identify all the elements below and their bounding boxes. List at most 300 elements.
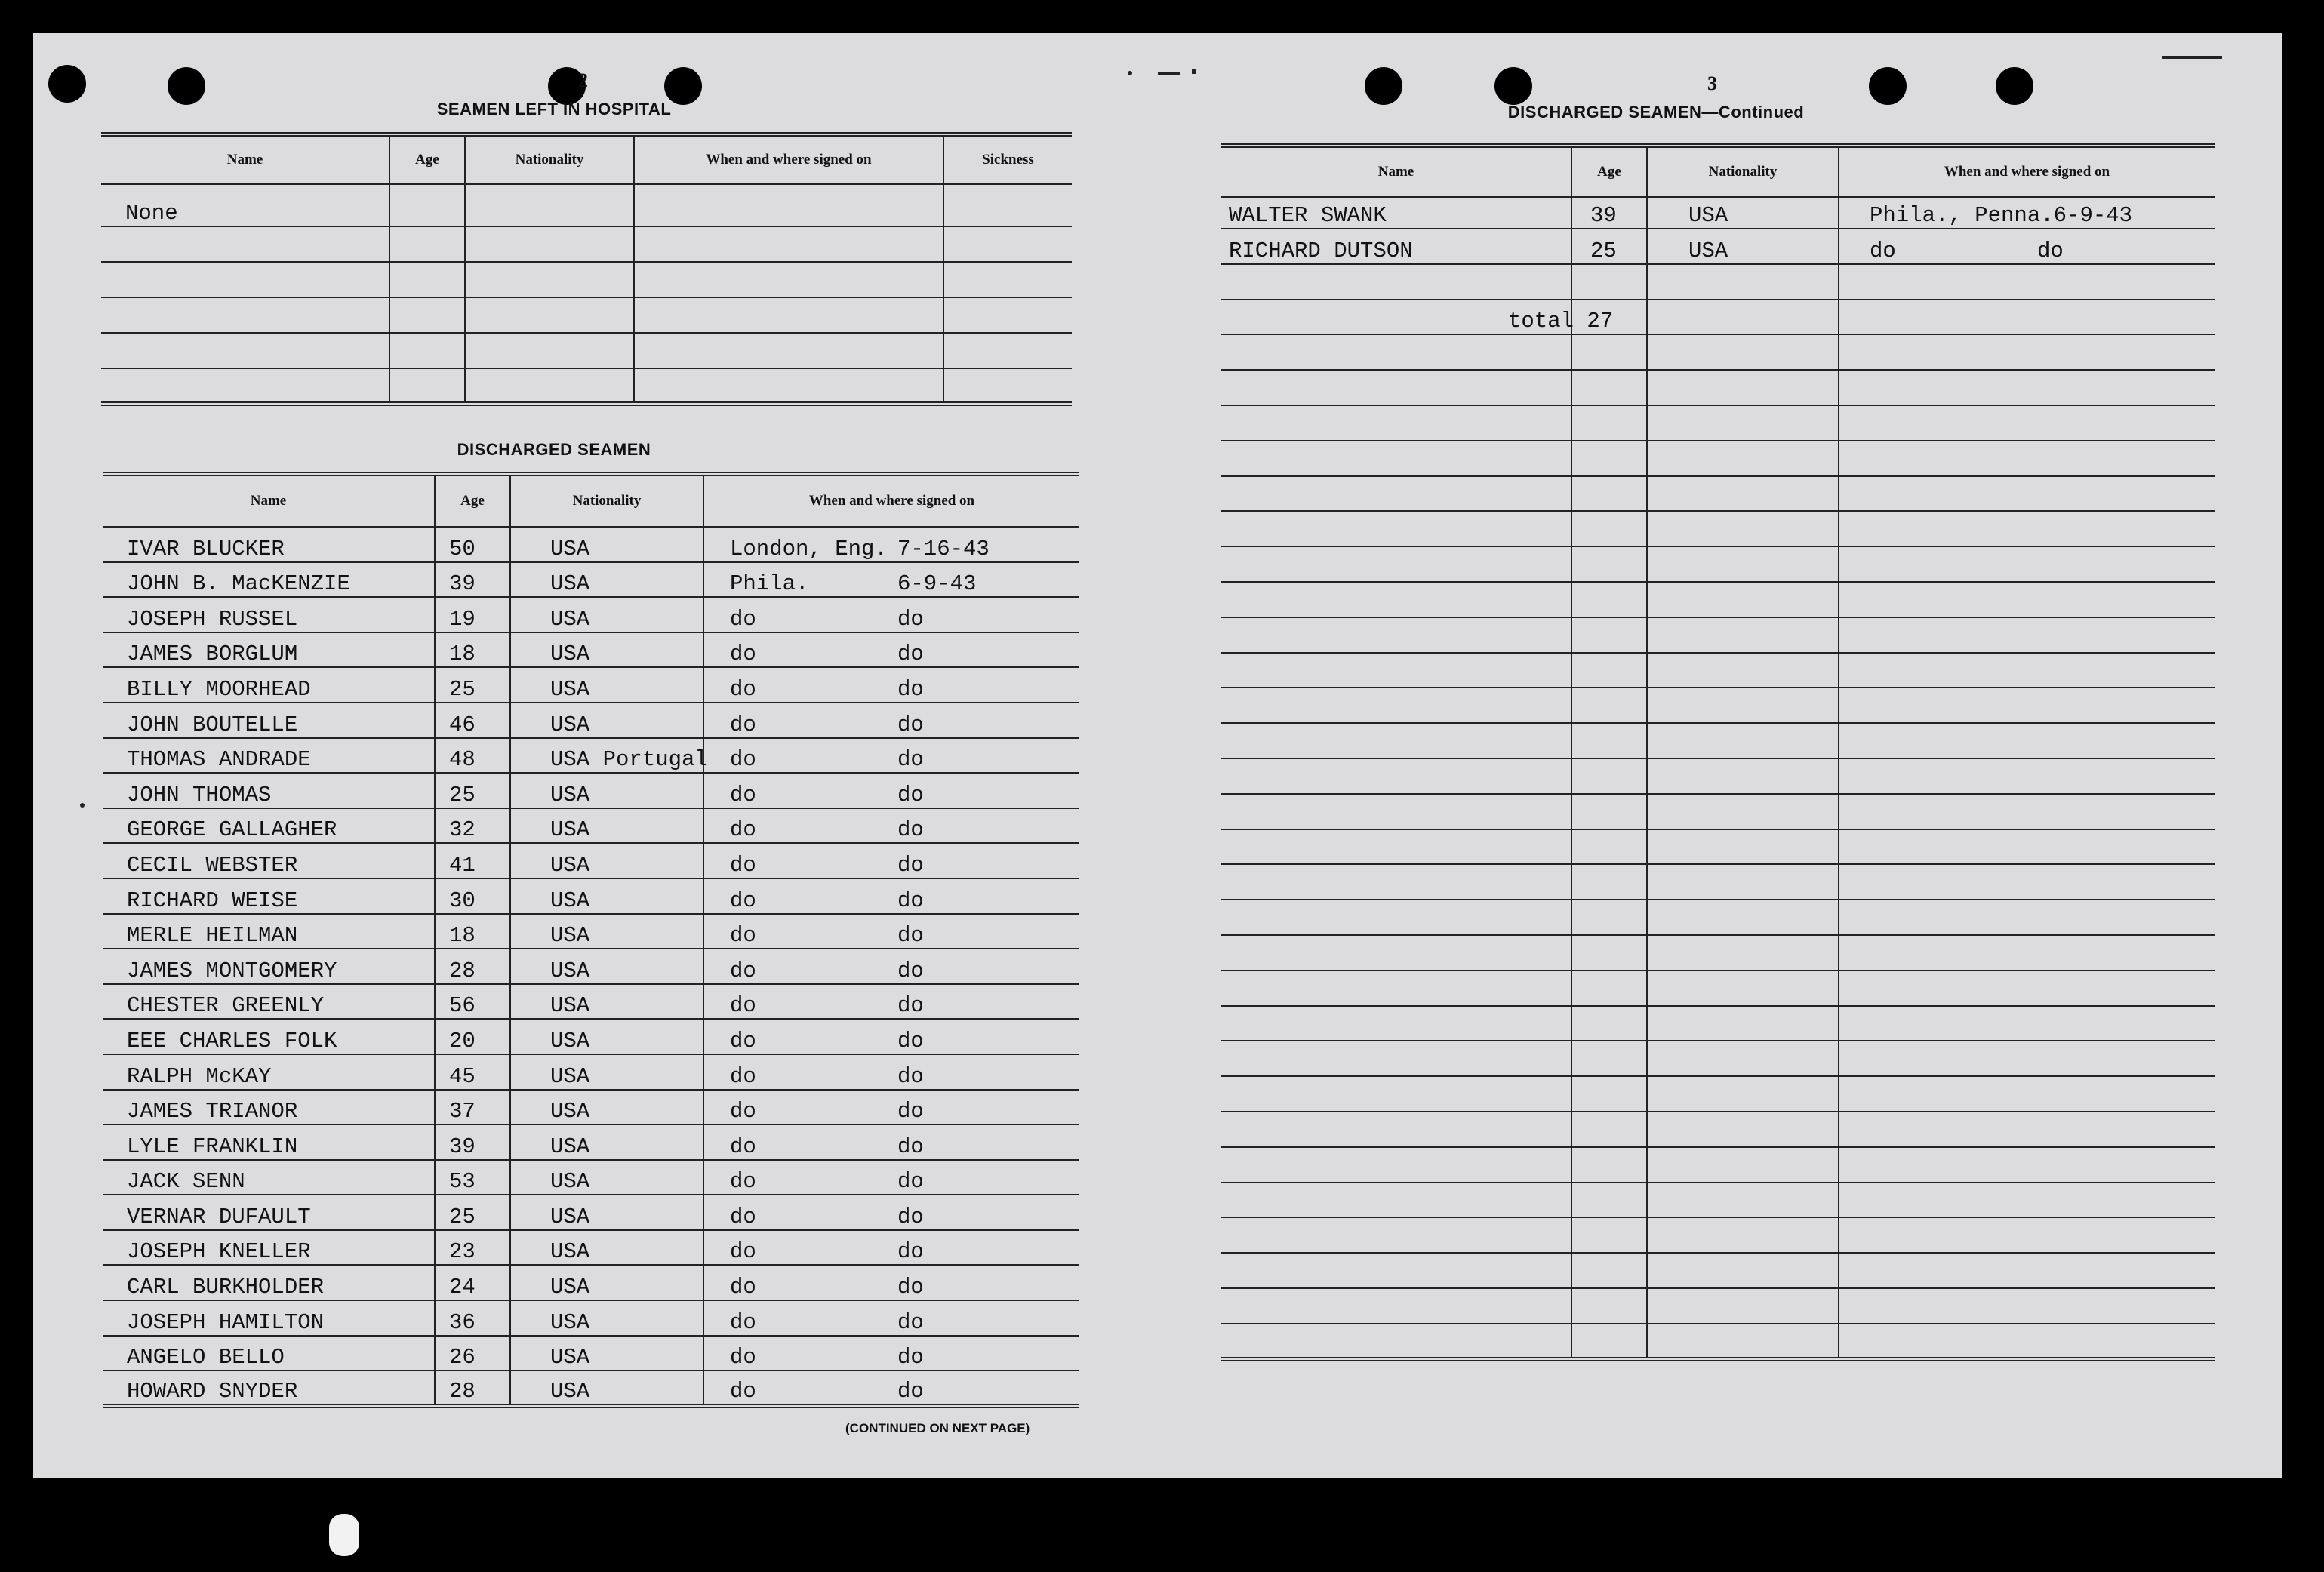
name-cell: JOHN B. MacKENZIE (103, 562, 435, 598)
signed-on-place: do (730, 641, 756, 667)
punch-hole (1365, 67, 1402, 105)
nationality-cell: USA (510, 1124, 703, 1160)
signed-on-date: do (897, 1275, 924, 1300)
age-cell (389, 297, 465, 333)
signed-on-cell (634, 297, 943, 333)
signed-on-cell (703, 808, 1079, 844)
blank-cell (1221, 511, 1571, 546)
name-cell: JOHN BOUTELLE (103, 703, 435, 738)
blank-cell (1221, 334, 1571, 370)
table-row (1221, 197, 2215, 229)
nationality-cell: USA (510, 1265, 703, 1300)
hospital-heading: SEAMEN LEFT IN HOSPITAL (436, 100, 672, 118)
age-cell: 39 (435, 562, 510, 598)
table-row (103, 808, 1079, 844)
nationality-cell: USA Portugal (510, 738, 703, 774)
signed-on-cell (703, 1230, 1079, 1266)
signed-on-place: do (730, 1169, 756, 1195)
blank-cell (1571, 794, 1647, 829)
blank-row (1221, 546, 2215, 582)
blank-cell (1839, 935, 2215, 971)
blank-cell (1839, 370, 2215, 405)
blank-cell (1647, 1112, 1839, 1147)
name-cell (101, 262, 389, 297)
signed-on-date: do (897, 817, 924, 843)
age-cell: 26 (435, 1336, 510, 1371)
blank-cell (1571, 476, 1647, 512)
nationality-cell (465, 262, 634, 297)
blank-cell (1221, 1041, 1571, 1076)
table-row (103, 984, 1079, 1020)
name-cell: EEE CHARLES FOLK (103, 1019, 435, 1054)
signed-on-cell (703, 562, 1079, 598)
blank-cell (1571, 1324, 1647, 1359)
nationality-cell: USA (510, 1019, 703, 1054)
blank-cell (1571, 1217, 1647, 1253)
signed-on-date: do (897, 1378, 924, 1404)
speck (1192, 69, 1196, 74)
table-row (103, 1230, 1079, 1266)
signed-on-cell (703, 1054, 1079, 1090)
discharged-header-row (103, 474, 1079, 527)
signed-on-cell (703, 949, 1079, 984)
blank-cell (1571, 370, 1647, 405)
table-row (103, 562, 1079, 598)
speck (80, 803, 85, 808)
table-row (103, 1336, 1079, 1371)
signed-on-cell (703, 1265, 1079, 1300)
blank-cell (1839, 1324, 2215, 1359)
name-cell: JACK SENN (103, 1160, 435, 1195)
signed-on-cell (703, 667, 1079, 703)
column-header: Age (389, 134, 465, 184)
signed-on-date: do (897, 888, 924, 913)
signed-on-cell (703, 1336, 1079, 1371)
name-cell (101, 297, 389, 333)
blank-cell (1221, 723, 1571, 758)
age-cell: 46 (435, 703, 510, 738)
blank-cell (1839, 441, 2215, 476)
signed-on-cell (703, 1160, 1079, 1195)
blank-cell (1839, 864, 2215, 900)
table-row (103, 632, 1079, 668)
speck (2162, 56, 2222, 59)
blank-cell (1221, 1253, 1571, 1288)
signed-on-cell (634, 333, 943, 368)
blank-cell (1647, 723, 1839, 758)
nationality-cell: USA (510, 808, 703, 844)
blank-cell (1647, 794, 1839, 829)
blank-cell (1839, 723, 2215, 758)
column-header: Age (435, 474, 510, 527)
blank-cell (1221, 1183, 1571, 1218)
signed-on-cell (703, 1090, 1079, 1125)
name-cell: RALPH McKAY (103, 1054, 435, 1090)
signed-on-date: 6-9-43 (897, 571, 977, 597)
blank-row (1221, 653, 2215, 688)
age-cell: 50 (435, 527, 510, 562)
signed-on-date: do (897, 1169, 924, 1195)
signed-on-cell (703, 773, 1079, 808)
blank-cell (1221, 829, 1571, 865)
blank-cell (1647, 688, 1839, 723)
nationality-cell (465, 226, 634, 262)
age-cell: 23 (435, 1230, 510, 1266)
stray-mark (329, 1514, 359, 1556)
blank-row (1221, 476, 2215, 512)
signed-on-cell (703, 914, 1079, 949)
punch-hole (1996, 67, 2033, 105)
name-cell: JAMES TRIANOR (103, 1090, 435, 1125)
signed-on-date: do (897, 993, 924, 1019)
age-cell: 28 (435, 1371, 510, 1406)
column-header: Name (1221, 146, 1571, 197)
table-row (103, 914, 1079, 949)
discharged-continued-table (1221, 143, 2215, 1361)
nationality-cell: USA (510, 773, 703, 808)
signed-on-place: do (730, 852, 756, 878)
nationality-cell: USA (510, 1090, 703, 1125)
name-cell (101, 333, 389, 368)
name-cell: BILLY MOORHEAD (103, 667, 435, 703)
table-row (103, 597, 1079, 632)
blank-cell (1839, 1183, 2215, 1218)
blank-cell (1571, 546, 1647, 582)
signed-on-cell (703, 527, 1079, 562)
blank-cell (1221, 1076, 1571, 1112)
nationality-cell: USA (1647, 197, 1839, 229)
blank-cell (1839, 971, 2215, 1006)
signed-on-cell (703, 1300, 1079, 1336)
nationality-cell: USA (510, 632, 703, 668)
age-cell (389, 226, 465, 262)
signed-on-cell (634, 262, 943, 297)
nationality-cell: USA (510, 1160, 703, 1195)
punch-hole (1494, 67, 1532, 105)
punch-hole (1869, 67, 1907, 105)
blank-cell (1839, 546, 2215, 582)
blank-row (1221, 1147, 2215, 1183)
blank-row (1221, 758, 2215, 794)
blank-cell (1571, 1147, 1647, 1183)
name-cell (101, 226, 389, 262)
signed-on-date: do (897, 1345, 924, 1371)
blank-cell (1221, 758, 1571, 794)
age-cell: 19 (435, 597, 510, 632)
age-cell: 53 (435, 1160, 510, 1195)
signed-on-cell (703, 1124, 1079, 1160)
blank-row (1221, 971, 2215, 1006)
table-row (103, 949, 1079, 984)
name-cell: WALTER SWANK (1221, 197, 1571, 229)
signed-on-place: do (730, 1028, 756, 1054)
name-cell: JOSEPH HAMILTON (103, 1300, 435, 1336)
age-cell: 45 (435, 1054, 510, 1090)
blank-cell (1571, 582, 1647, 617)
blank-row (1221, 688, 2215, 723)
blank-row (1221, 900, 2215, 935)
signed-on-cell (634, 184, 943, 226)
nationality-cell: USA (510, 667, 703, 703)
table-row (101, 262, 1072, 297)
age-cell: 37 (435, 1090, 510, 1125)
hospital-header-row (101, 134, 1072, 184)
sickness-cell (943, 297, 1072, 333)
signed-on-place: do (1870, 238, 1896, 263)
column-header: Nationality (1647, 146, 1839, 197)
name-cell: LYLE FRANKLIN (103, 1124, 435, 1160)
continued-header-row (1221, 146, 2215, 197)
name-cell: IVAR BLUCKER (103, 527, 435, 562)
blank-cell (1647, 1217, 1839, 1253)
signed-on-cell (1839, 197, 2215, 229)
age-cell (389, 262, 465, 297)
name-cell: RICHARD WEISE (103, 878, 435, 914)
column-header: Name (101, 134, 389, 184)
signed-on-cell (1839, 229, 2215, 264)
table-row (103, 878, 1079, 914)
blank-cell (1647, 1041, 1839, 1076)
blank-cell (1839, 1112, 2215, 1147)
signed-on-place: do (730, 782, 756, 808)
table-row (103, 703, 1079, 738)
blank-cell (1571, 900, 1647, 935)
blank-cell (1839, 688, 2215, 723)
signed-on-place: do (730, 1275, 756, 1300)
table-row (103, 1300, 1079, 1336)
signed-on-place: do (730, 1239, 756, 1265)
table-row (101, 226, 1072, 262)
signed-on-cell (703, 1019, 1079, 1054)
name-cell: JAMES BORGLUM (103, 632, 435, 668)
table-row (103, 1195, 1079, 1230)
blank-row (1221, 370, 2215, 405)
blank-cell (1647, 971, 1839, 1006)
blank-cell (1647, 1324, 1839, 1359)
nationality-cell (465, 297, 634, 333)
table-row (1221, 229, 2215, 264)
blank-row (1221, 794, 2215, 829)
signed-on-date: do (897, 1309, 924, 1335)
nationality-cell: USA (510, 1230, 703, 1266)
blank-cell (1221, 617, 1571, 653)
blank-cell (1647, 1253, 1839, 1288)
signed-on-date: 6-9-43 (2053, 203, 2133, 228)
signed-on-date: do (897, 852, 924, 878)
blank-cell (1839, 1253, 2215, 1288)
blank-cell (1571, 405, 1647, 441)
signed-on-place: do (730, 1378, 756, 1404)
table-row (103, 527, 1079, 562)
signed-on-date: do (897, 1099, 924, 1124)
blank-cell (1839, 829, 2215, 865)
blank-cell (1571, 1041, 1647, 1076)
blank-row (1221, 935, 2215, 971)
signed-on-cell (703, 703, 1079, 738)
blank-cell (1647, 829, 1839, 865)
blank-cell (1647, 617, 1839, 653)
signed-on-date: do (2037, 238, 2064, 263)
column-header: Nationality (510, 474, 703, 527)
signed-on-place: do (730, 1099, 756, 1124)
column-header: Age (1571, 146, 1647, 197)
blank-cell (1221, 1006, 1571, 1041)
blank-cell (1647, 1288, 1839, 1324)
table-row (103, 1371, 1079, 1406)
blank-row (1221, 617, 2215, 653)
blank-row (1221, 511, 2215, 546)
sickness-cell (943, 226, 1072, 262)
blank-row (1221, 1006, 2215, 1041)
table-row (101, 184, 1072, 226)
blank-cell (1571, 1006, 1647, 1041)
signed-on-place: do (730, 606, 756, 632)
age-cell: 25 (435, 773, 510, 808)
table-row (101, 333, 1072, 368)
age-cell: 25 (435, 667, 510, 703)
blank-cell (1647, 1076, 1839, 1112)
blank-cell (1571, 441, 1647, 476)
document-sheet (33, 33, 2282, 1478)
blank-cell (1839, 653, 2215, 688)
blank-cell (1647, 441, 1839, 476)
table-row (103, 1160, 1079, 1195)
blank-cell (1839, 1288, 2215, 1324)
age-cell: 30 (435, 878, 510, 914)
blank-cell (1647, 1006, 1839, 1041)
nationality-cell: USA (510, 562, 703, 598)
blank-row (1221, 864, 2215, 900)
blank-cell (1221, 1147, 1571, 1183)
name-cell: GEORGE GALLAGHER (103, 808, 435, 844)
blank-cell (1221, 441, 1571, 476)
age-cell: 41 (435, 843, 510, 878)
signed-on-place: do (730, 817, 756, 843)
name-cell: JAMES MONTGOMERY (103, 949, 435, 984)
signed-on-place: do (730, 1063, 756, 1089)
nationality-cell: USA (510, 1054, 703, 1090)
signed-on-place: London, Eng. (730, 536, 888, 561)
blank-row (1221, 1253, 2215, 1288)
name-cell: CHESTER GREENLY (103, 984, 435, 1020)
age-cell: 25 (435, 1195, 510, 1230)
discharged-continued-heading: DISCHARGED SEAMEN—Continued (1507, 103, 1805, 122)
signed-on-date: do (897, 712, 924, 737)
blank-cell (1839, 1006, 2215, 1041)
table-row (103, 1054, 1079, 1090)
blank-row (1221, 1324, 2215, 1359)
blank-cell (1647, 1147, 1839, 1183)
name-cell: CARL BURKHOLDER (103, 1265, 435, 1300)
name-cell: JOSEPH RUSSEL (103, 597, 435, 632)
nationality-cell: USA (510, 597, 703, 632)
blank-cell (1221, 794, 1571, 829)
blank-cell (1647, 511, 1839, 546)
table-row (103, 1090, 1079, 1125)
signed-on-place: do (730, 747, 756, 773)
blank-cell (1839, 476, 2215, 512)
blank-cell (1571, 1076, 1647, 1112)
age-cell: 48 (435, 738, 510, 774)
blank-row (1221, 441, 2215, 476)
blank-row (1221, 723, 2215, 758)
blank-cell (1221, 653, 1571, 688)
nationality-cell (465, 333, 634, 368)
name-cell: total 27 (1221, 300, 1571, 335)
blank-cell (1221, 1324, 1571, 1359)
blank-cell (1839, 1147, 2215, 1183)
blank-cell (1647, 864, 1839, 900)
signed-on-place: do (730, 993, 756, 1019)
signed-on-place: do (730, 888, 756, 913)
name-cell (101, 368, 389, 404)
table-row (101, 368, 1072, 404)
blank-cell (1571, 511, 1647, 546)
blank-cell (1647, 582, 1839, 617)
signed-on-cell (703, 632, 1079, 668)
blank-cell (1571, 688, 1647, 723)
blank-cell (1221, 864, 1571, 900)
blank-row (1221, 1217, 2215, 1253)
table-row (103, 1019, 1079, 1054)
signed-on-date: do (897, 958, 924, 983)
name-cell (1221, 264, 1571, 300)
age-cell: 28 (435, 949, 510, 984)
name-cell: RICHARD DUTSON (1221, 229, 1571, 264)
nationality-cell: USA (510, 949, 703, 984)
column-header: When and where signed on (1839, 146, 2215, 197)
blank-row (1221, 1041, 2215, 1076)
sickness-cell (943, 184, 1072, 226)
name-cell: THOMAS ANDRADE (103, 738, 435, 774)
age-cell: 24 (435, 1265, 510, 1300)
nationality-cell (465, 368, 634, 404)
signed-on-cell (703, 843, 1079, 878)
blank-row (1221, 829, 2215, 865)
signed-on-cell (703, 738, 1079, 774)
signed-on-date: 7-16-43 (897, 536, 990, 561)
nationality-cell: USA (510, 843, 703, 878)
signed-on-cell (703, 597, 1079, 632)
age-cell: 20 (435, 1019, 510, 1054)
table-row (103, 667, 1079, 703)
blank-cell (1571, 1288, 1647, 1324)
blank-cell (1571, 1112, 1647, 1147)
blank-cell (1839, 582, 2215, 617)
signed-on-date: do (897, 1134, 924, 1159)
blank-cell (1221, 370, 1571, 405)
blank-cell (1221, 1217, 1571, 1253)
column-header: Sickness (943, 134, 1072, 184)
blank-cell (1571, 334, 1647, 370)
signed-on-date: do (897, 606, 924, 632)
signed-on-place: Phila., Penna. (1870, 203, 2054, 228)
signed-on-place: do (730, 712, 756, 737)
signed-on-place: do (730, 1345, 756, 1371)
age-cell: 18 (435, 914, 510, 949)
nationality-cell (1647, 264, 1839, 300)
blank-cell (1571, 758, 1647, 794)
blank-cell (1571, 653, 1647, 688)
discharged-heading: DISCHARGED SEAMEN (457, 440, 651, 459)
signed-on-cell (703, 984, 1079, 1020)
signed-on-place: do (730, 1134, 756, 1159)
table-row (103, 843, 1079, 878)
blank-cell (1221, 476, 1571, 512)
blank-cell (1571, 829, 1647, 865)
blank-cell (1221, 935, 1571, 971)
age-cell: 18 (435, 632, 510, 668)
